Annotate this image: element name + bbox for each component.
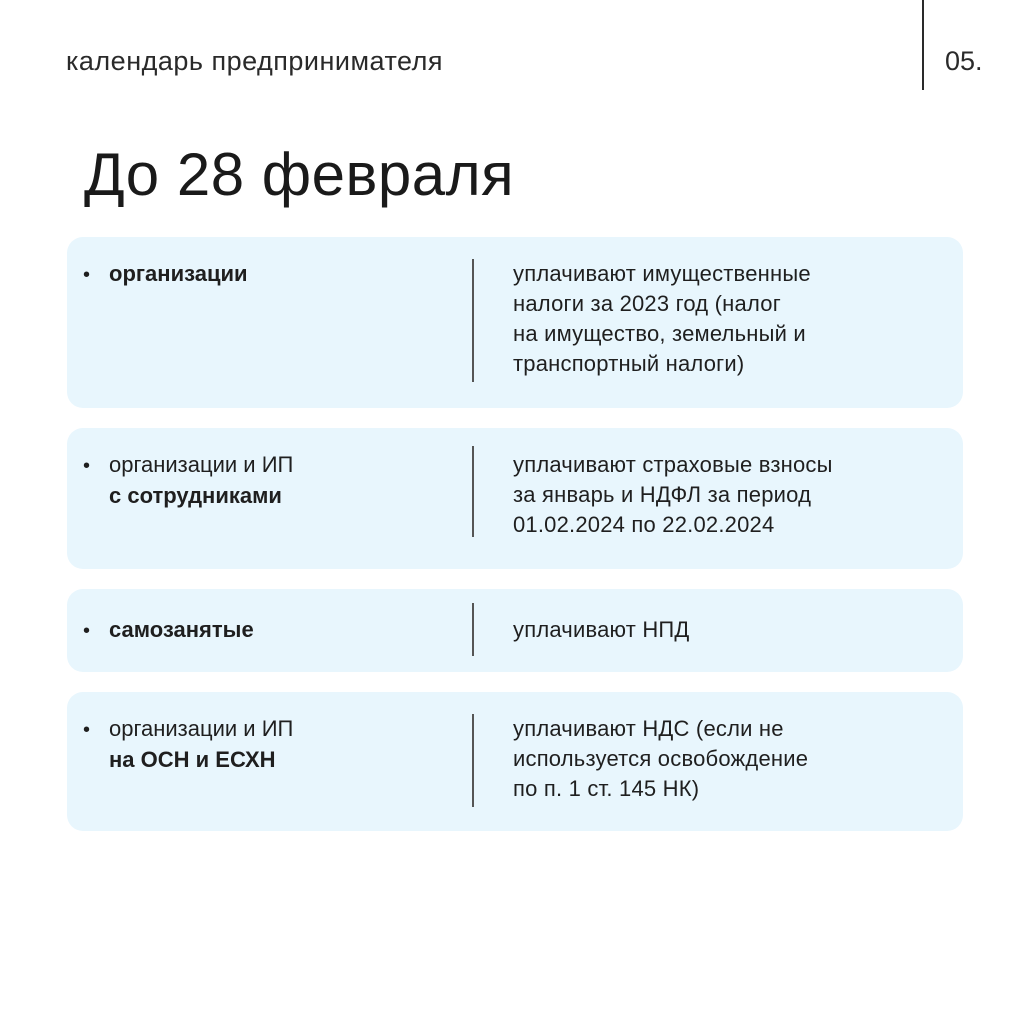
what-line: налоги за 2023 год (налог [513, 291, 781, 316]
card-what [513, 450, 943, 540]
who-label-bold: с сотрудниками [109, 483, 282, 508]
card-what [513, 615, 943, 645]
who-label: организации [109, 261, 248, 286]
card-what [513, 714, 943, 804]
who-label: организации и ИП [109, 452, 294, 477]
what-line: транспортный налоги) [513, 351, 745, 376]
bullet-icon: • [83, 620, 91, 642]
what-line: уплачивают НПД [513, 617, 690, 642]
card-divider [472, 259, 474, 382]
what-line: уплачивают имущественные [513, 261, 811, 286]
who-label: самозанятые [109, 617, 254, 642]
what-line: 01.02.2024 по 22.02.2024 [513, 512, 775, 537]
deadline-card-4 [67, 692, 963, 831]
what-line: на имущество, земельный и [513, 321, 806, 346]
card-divider [472, 714, 474, 807]
who-label: организации и ИП [109, 716, 294, 741]
bullet-icon: • [83, 455, 91, 477]
card-who [83, 615, 473, 646]
card-divider [472, 603, 474, 656]
deadline-card-2 [67, 428, 963, 569]
card-divider [472, 446, 474, 537]
bullet-icon: • [83, 264, 91, 286]
what-line: уплачивают страховые взносы [513, 452, 833, 477]
deadline-card-1 [67, 237, 963, 408]
bullet-icon: • [83, 719, 91, 741]
main-title: До 28 февраля [84, 141, 515, 208]
who-label-bold: на ОСН и ЕСХН [109, 747, 276, 772]
what-line: за январь и НДФЛ за период [513, 482, 812, 507]
deadline-card-3 [67, 589, 963, 672]
card-who [83, 259, 473, 290]
card-who [83, 450, 473, 511]
header-divider [922, 0, 924, 90]
what-line: используется освобождение [513, 746, 809, 771]
card-what [513, 259, 943, 379]
page-number: 05. [945, 46, 983, 76]
what-line: уплачивают НДС (если не [513, 716, 784, 741]
what-line: по п. 1 ст. 145 НК) [513, 776, 700, 801]
header-title: календарь предпринимателя [66, 46, 444, 76]
card-who [83, 714, 473, 775]
